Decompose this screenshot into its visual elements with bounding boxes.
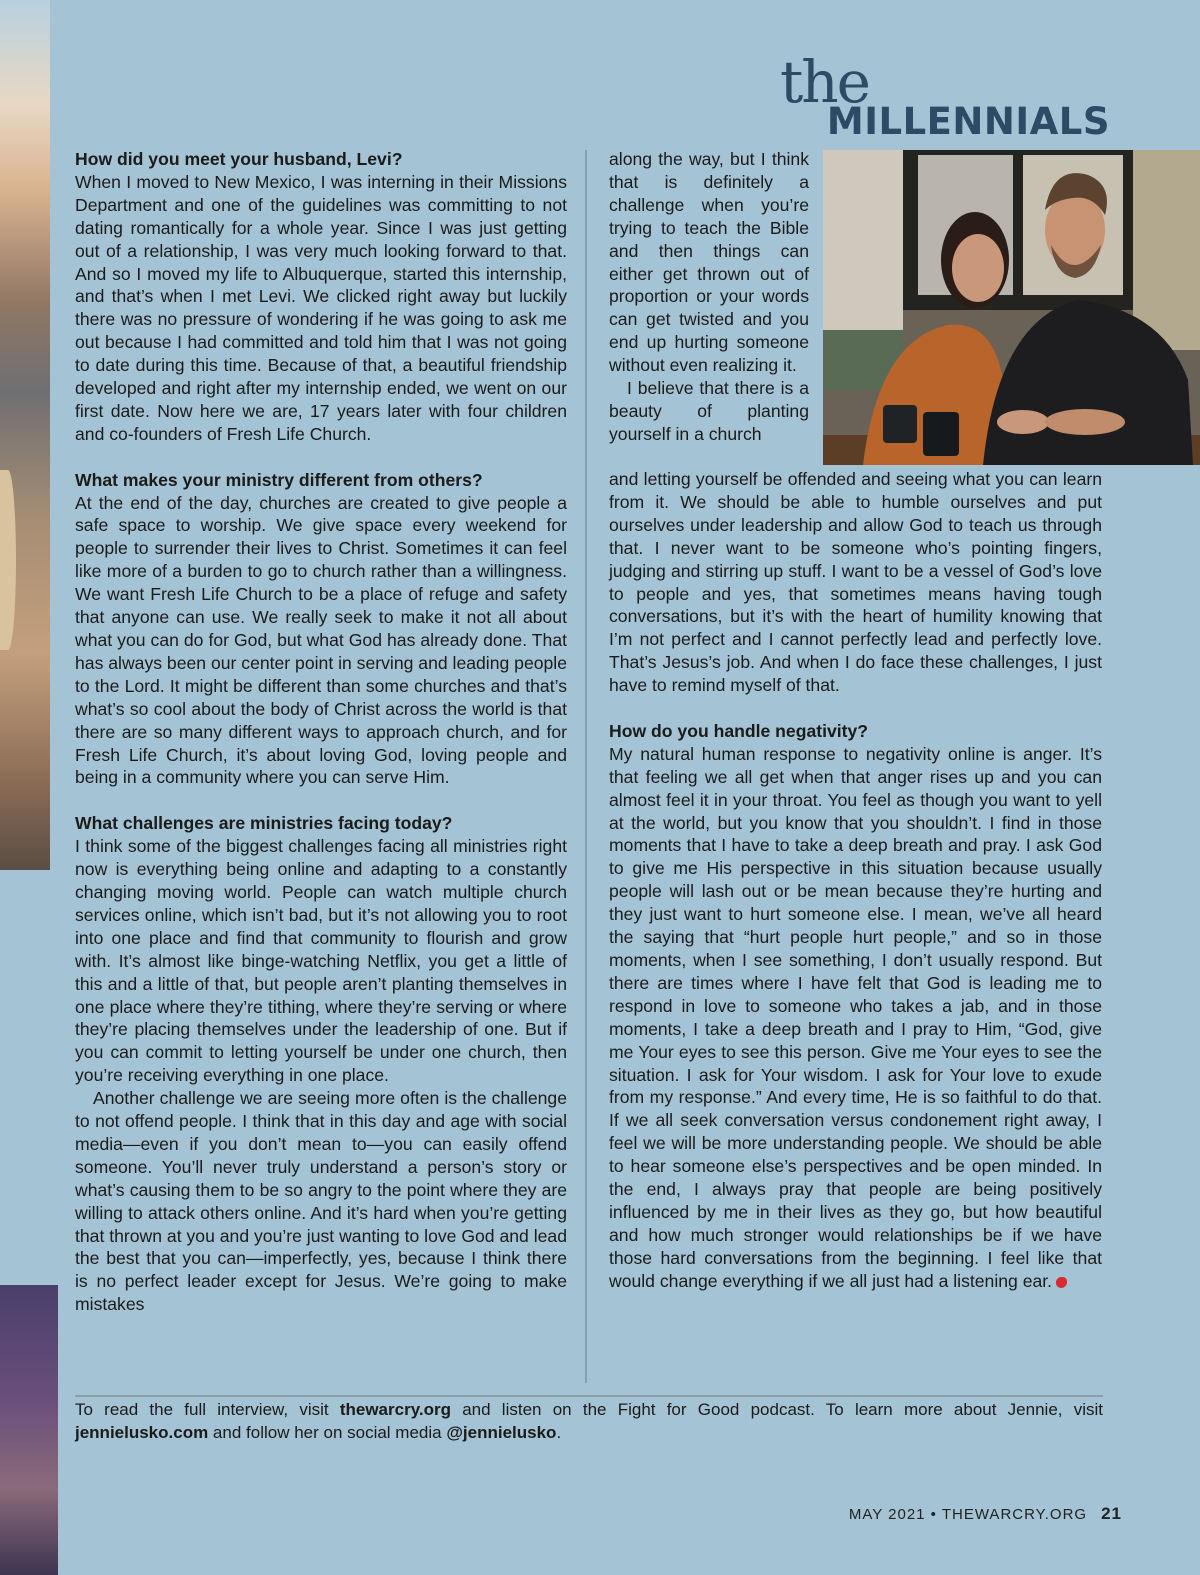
answer-paragraph: Another challenge we are seeing more often is the challenge to not offend people. I think that in this day and age with social media—even if you don’t mean to—you can easily offend someone. You’ll never truly understand a person’s story or what’s causing them to be so angry to the point where they are willing to attack others online. And it’s hard when you’re getting that thrown at you and you’re just wanting to love God and lead the best that you can—imperfectly, yes, because I think there is no perfect leader except for Jesus. We’re going to make mistakes — [75, 1088, 567, 1315]
previous-page-photo-edge-lower — [0, 1285, 58, 1575]
answer-paragraph: and letting yourself be offended and seeing what you can learn from it. We should be able to humble ourselves and put ourselves under leadership and allow God to teach us through that. I never want to be someone who’s pointing fingers, judging and stirring up stuff. I want to be a vessel of God’s love to people and yes, that sometimes means having tough conversations, but it’s with the heart of humility knowing that I’m not perfect and I cannot perfectly lead and perfectly love. That’s Jesus’s job. And when I do face these challenges, I just have to remind myself of that. — [609, 469, 1102, 696]
previous-page-photo-edge — [0, 0, 50, 870]
answer-text: My natural human response to negativity online is anger. It’s that feeling we all get when that anger rises up and you can almost feel it in your throat. You feel as though you want to yell at the world, but you know that you shouldn’t. I find in those moments that I have to take a deep breath and pray. I ask God to give me His perspective in this situation because usually people will lash out or be mean because they’re hurting and they just want to hurt someone else. I mean, we’ve all heard the saying that “hurt people hurt people,” and so in those moments, when I see something, I don’t usually respond. But there are times where I have felt that God is leading me to respond in love to someone who takes a jab, and in those moments, I take a deep breath and I pray to Him, “God, give me Your eyes to see this person. Give me Your eyes to see the situation. I ask for Your wisdom. I ask for Your love to exude from my response.” And every time, He is so faithful to do that. If we all seek conversation versus condonement right away, I feel we will be more understanding people. We should be able to hear someone else’s perspectives and be open minded. In the end, I always pray that people are being positively influenced by me in their lives as they go, but how beautiful and how much stronger would relationships be if we have those hard conversations from the beginning. I feel like that would change everything if we all just had a listening ear. — [609, 743, 1102, 1291]
section-logo-title: MILLENNIALS — [826, 100, 1110, 143]
section-logo — [780, 48, 1110, 143]
answer-paragraph: along the way, but I think that is definitely a challenge when you’re trying to teach the Bible and then things can either get thrown out of proportion or your words can get twisted and you end up hurting someone without even realizing it. — [609, 149, 809, 376]
page-number: 21 — [1101, 1504, 1122, 1523]
answer-paragraph: When I moved to New Mexico, I was interning in their Missions Department and one of the guidelines was committing to not dating romantically for a whole year. Since I was just getting out of a relationship, I was very much looking forward to that. And so I moved my life to Albuquerque, started this internship, and that’s when I met Levi. We clicked right away but luckily there was no pressure of wondering if he was going to ask me out because I had committed and told him that I was not going to date during this time. Because of that, a beautiful friendship developed and right after my internship ended, we went on our first date. Now here we are, 17 years later with four children and co-founders of Fresh Life Church. — [75, 171, 567, 444]
answer-paragraph: I think some of the biggest challenges facing all ministries right now is everything being online and adapting to a constantly changing moving world. People can watch multiple church services online, which isn’t bad, but it’s not allowing you to root into one place and find that community to flourish and grow with. It’s almost like binge-watching Netflix, you get a little of this and a little of that, but people aren’t planting themselves in one place where they’re tithing, where they’re serving or where they’re placing themselves under the leadership of one. But if you can commit to letting yourself be under one church, then you’re receiving everything in one place. — [75, 836, 567, 1086]
column-divider — [585, 150, 587, 1383]
section-logo-the: the — [780, 48, 869, 116]
social-handle[interactable]: @jennielusko — [446, 1423, 557, 1442]
end-mark-icon — [1056, 1277, 1067, 1288]
footnote: To read the full interview, visit thewarcry.org and listen on the Fight for Good podcast. To learn more about Jennie, visit jennielusko.com and follow her on social media @jennielusko. — [75, 1400, 1103, 1442]
question-heading: What makes your ministry different from others? — [75, 469, 483, 490]
left-column — [75, 148, 567, 1316]
page-folio — [849, 1504, 1122, 1524]
answer-paragraph — [609, 743, 1102, 1293]
question-heading: How do you handle negativity? — [609, 720, 869, 741]
couple-photo — [823, 150, 1200, 465]
website-link[interactable]: thewarcry.org — [339, 1400, 451, 1419]
question-heading: What challenges are ministries facing today? — [75, 813, 453, 834]
right-column — [609, 468, 1102, 1293]
right-column-wrap-text — [609, 148, 809, 446]
issue-label: MAY 2021 • THEWARCRY.ORG — [848, 1506, 1088, 1523]
answer-paragraph: I believe that there is a beauty of planting yourself in a church — [609, 378, 809, 444]
footnote-rule — [75, 1395, 1103, 1397]
question-heading: How did you meet your husband, Levi? — [75, 149, 403, 169]
personal-site-link[interactable]: jennielusko.com — [75, 1423, 209, 1442]
previous-page-photo-detail — [0, 470, 16, 650]
answer-paragraph: At the end of the day, churches are created to give people a safe space to worship. We give space every weekend for people to surrender their lives to Christ. Sometimes it can feel like more of a burden to go to church rather than a willingness. We want Fresh Life Church to be a place of refuge and safety that anyone can use. We really seek to make it not all about what you can do for God, but what God has already done. That has always been our center point in serving and leading people to the Lord. It might be different than some churches and that’s what’s so cool about the body of Christ across the world is that there are so many different ways to approach church, and for Fresh Life Church, it’s about loving God, loving people and being in a community where you can serve Him. — [75, 492, 567, 788]
